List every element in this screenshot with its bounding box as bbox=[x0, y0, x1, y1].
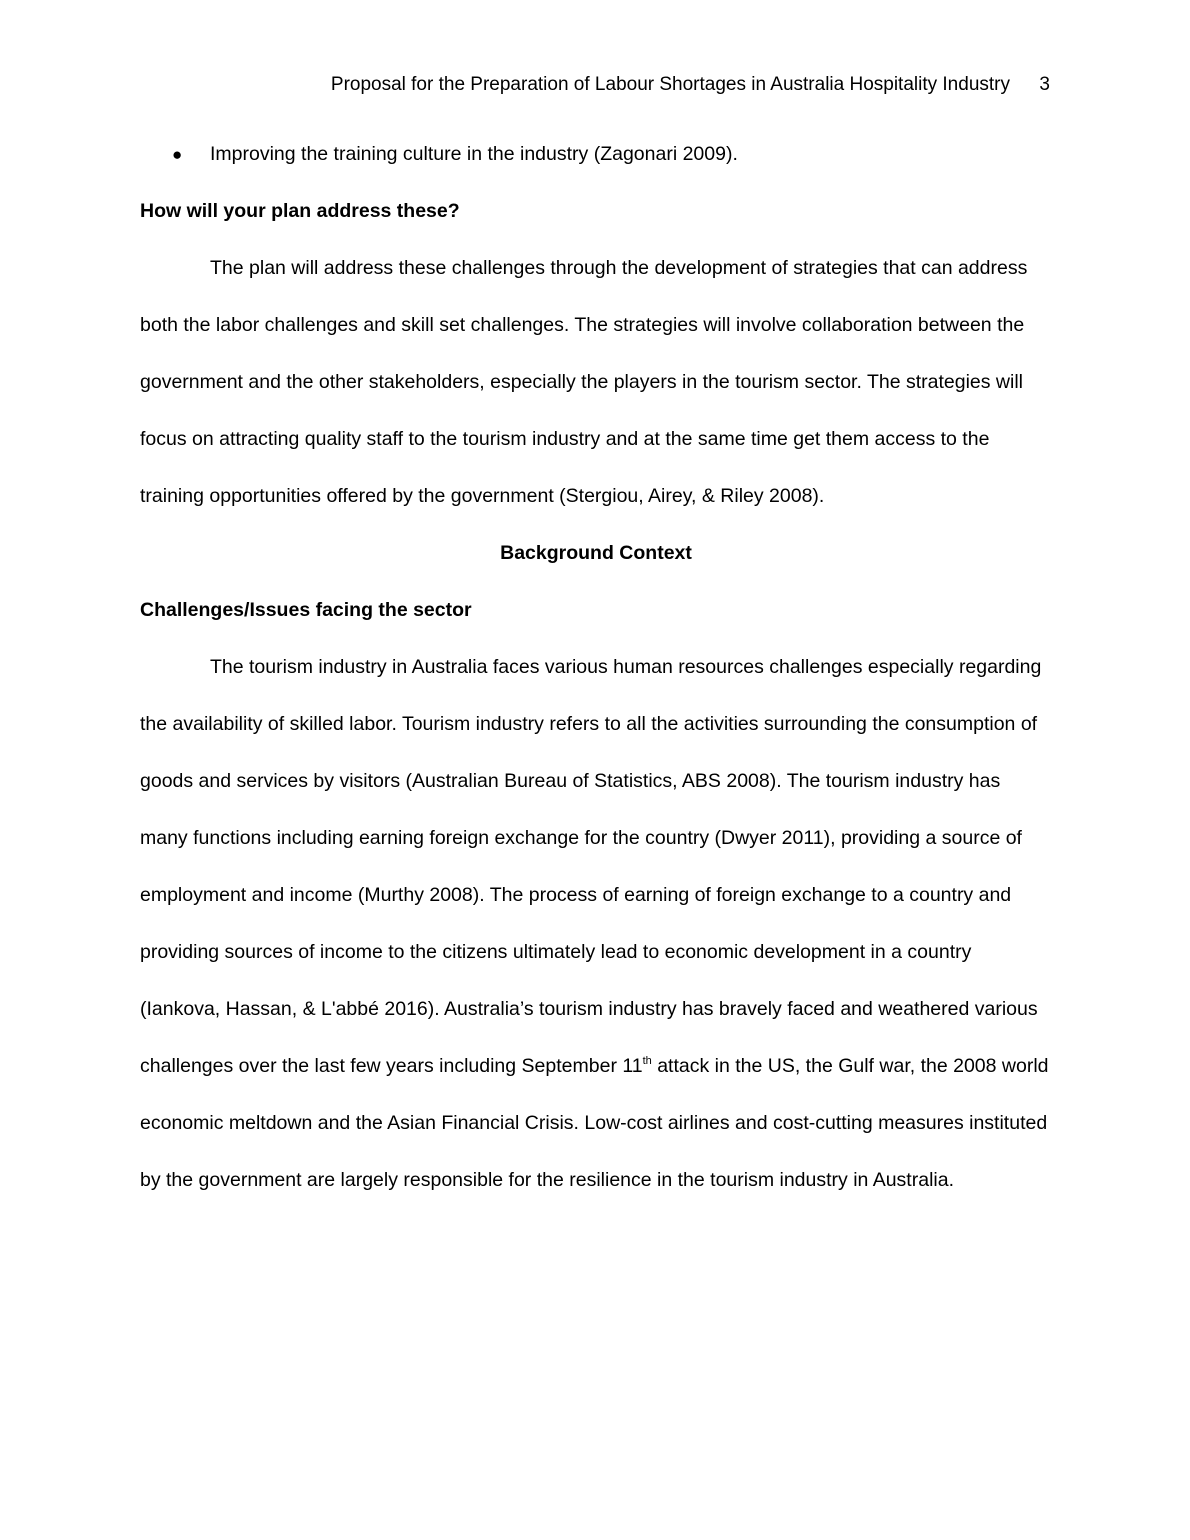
running-title: Proposal for the Preparation of Labour Shortages in Australia Hospitality Industry bbox=[330, 74, 1010, 95]
bullet-item bbox=[140, 126, 1052, 183]
ordinal-superscript: th bbox=[642, 1055, 652, 1067]
background-heading: Background Context bbox=[500, 542, 692, 564]
paragraph-text-part-1: The tourism industry in Australia faces various human resources challenges especially regarding the availability of skilled labor. Tourism industry refers to all the activities surrounding the consumption of goods and services by visitors (Australian Bureau of Statistics, ABS 2008). The tourism industry has many functions including earning foreign exchange for the country (Dwyer 2011), providing a source of employment and income (Murthy 2008). The process of earning of foreign exchange to a country and providing sources of income to the citizens ultimately lead to economic development in a country (Iankova, Hassan, & L'abbé 2016). Australia’s tourism industry has bravely faced and weathered various challenges over the last few years including September 11 bbox=[140, 656, 1042, 1077]
page-number: 3 bbox=[1039, 74, 1050, 95]
document-body bbox=[140, 126, 1052, 1209]
paragraph-text-part-2: attack in the US, the Gulf war, the 2008 world economic meltdown and the Asian Financial Crisis. Low-cost airlines and cost-cutting measures instituted by the government are largely responsible for the resilience in the tourism industry in Australia. bbox=[140, 1055, 1049, 1191]
plan-heading: How will your plan address these? bbox=[140, 200, 460, 222]
plan-paragraph: The plan will address these challenges through the development of strategies that can address both the labor challenges and skill set challenges. The strategies will involve collaboration between the government and the other stakeholders, especially the players in the tourism sector. The strategies will focus on attracting quality staff to the tourism industry and at the same time get them access to the training opportunities offered by the government (Stergiou, Airey, & Riley 2008). bbox=[140, 257, 1028, 507]
running-head bbox=[140, 72, 1050, 98]
bullet-text: Improving the training culture in the industry (Zagonari 2009). bbox=[210, 143, 738, 165]
challenges-subheading: Challenges/Issues facing the sector bbox=[140, 599, 472, 621]
bullet-icon: ● bbox=[172, 145, 183, 164]
background-paragraph bbox=[140, 639, 1052, 1209]
